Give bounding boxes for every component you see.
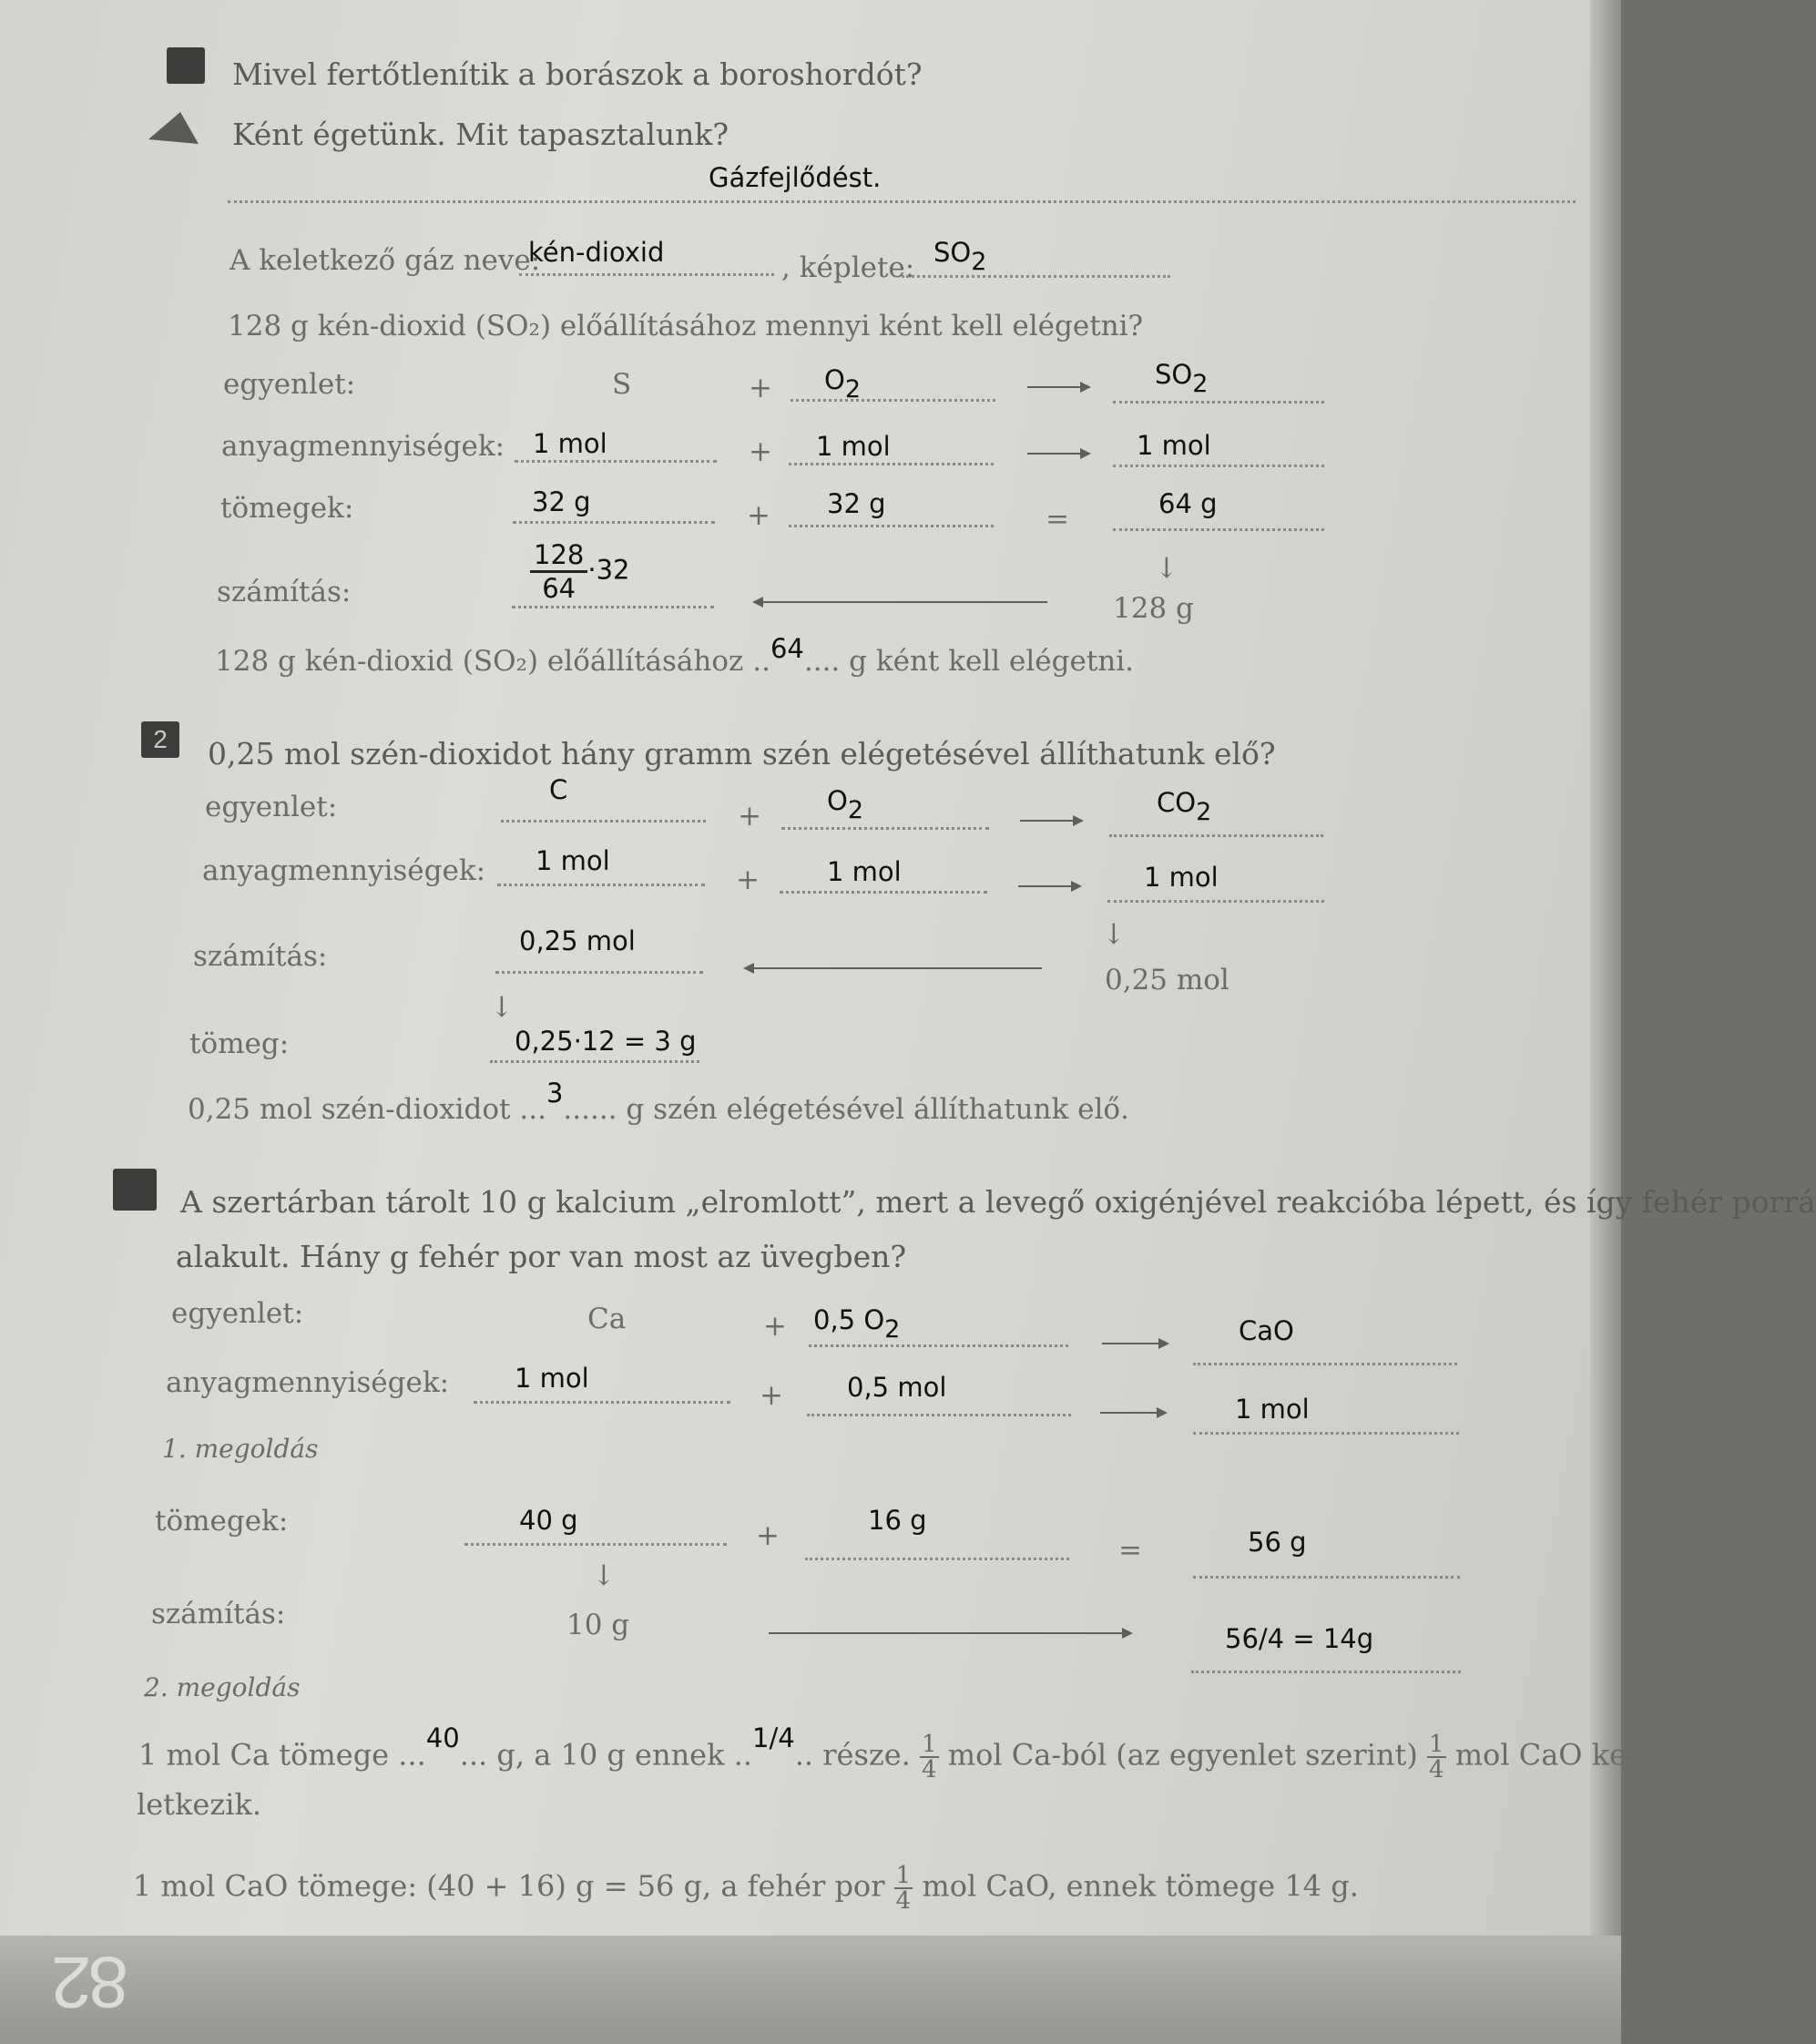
- eq-o2-sub: 2: [847, 796, 864, 824]
- line1-answer-2: 1/4: [752, 1722, 795, 1753]
- eq-reactant-s: S: [612, 368, 632, 401]
- mol-o2: 1 mol: [827, 856, 902, 887]
- solution-2-line-2: [133, 1864, 1359, 1913]
- equals-sign: =: [1118, 1534, 1142, 1567]
- exercise-1-conclusion: 128 g kén-dioxid (SO₂) előállításához ..64.... g ként kell elégetni.: [215, 633, 1135, 678]
- conclusion-pre: 0,25 mol szén-dioxidot: [188, 1093, 511, 1126]
- mol-c: 1 mol: [536, 845, 610, 876]
- formula-label: , képlete:: [781, 251, 915, 284]
- answer-line: [789, 463, 994, 465]
- page-number: 82: [55, 1942, 128, 2023]
- observation-answer: Gázfejlődést.: [709, 162, 882, 193]
- conclusion-pre: 128 g kén-dioxid (SO₂) előállításához: [215, 645, 744, 678]
- answer-line: [1113, 401, 1324, 404]
- answer-line: [1193, 1363, 1457, 1365]
- answer-line: [1109, 834, 1323, 837]
- exercise-3-badge: [113, 1169, 157, 1211]
- line1-text-c: része.: [822, 1737, 911, 1773]
- answer-line: [512, 606, 714, 608]
- formula-label-text: képlete:: [799, 251, 915, 284]
- equation-label: egyenlet:: [205, 791, 338, 823]
- down-arrow: ↓: [490, 991, 514, 1024]
- exercise-3-question-line1: A szertárban tárolt 10 g kalcium „elromlott”, mert a levegő oxigénjével reakcióba lépett, és így fehér porrá: [180, 1184, 1816, 1220]
- reaction-arrow: [1102, 1343, 1168, 1344]
- reaction-arrow: [1100, 1412, 1166, 1414]
- formula-subscript: 2: [971, 248, 987, 276]
- answer-line: [228, 200, 1576, 203]
- answer-line: [497, 884, 705, 886]
- calc-given: 10 g: [566, 1609, 630, 1641]
- conclusion-answer: 64: [770, 633, 804, 664]
- answer-line: [789, 525, 994, 527]
- calculation-label: számítás:: [193, 940, 328, 973]
- mass-o2: 32 g: [827, 488, 886, 519]
- mol-so2: 1 mol: [1137, 430, 1211, 461]
- eq-product-so2: [1155, 359, 1208, 398]
- mass-answer: 0,25·12 = 3 g: [515, 1026, 697, 1057]
- answer-line: [495, 971, 703, 974]
- line1-text-b: g, a 10 g ennek: [496, 1737, 725, 1773]
- down-arrow: ↓: [592, 1559, 616, 1592]
- line2-text-a: 1 mol CaO tömege: (40 + 16) g = 56 g, a fehér por: [133, 1868, 885, 1904]
- calculation-label: számítás:: [217, 576, 352, 608]
- exercise-1-instruction: Ként égetünk. Mit tapasztalunk?: [232, 117, 729, 152]
- mol-ca: 1 mol: [515, 1363, 589, 1394]
- mol-o2: 0,5 mol: [847, 1372, 947, 1403]
- mass-label: tömeg:: [189, 1027, 290, 1060]
- fraction-quarter: [1427, 1732, 1446, 1782]
- eq-reactant-ca: Ca: [587, 1303, 627, 1335]
- gas-name-answer: kén-dioxid: [528, 237, 665, 268]
- answer-line: [519, 273, 774, 276]
- mass-label: tömegek:: [220, 492, 354, 525]
- mass-ca: 40 g: [519, 1505, 578, 1536]
- answer-line: [791, 399, 995, 402]
- equation-label: egyenlet:: [223, 368, 356, 401]
- frac-den: 4: [922, 1756, 937, 1783]
- eq-o2-sub: 2: [844, 375, 862, 404]
- line1-text-e: mol CaO ke-: [1454, 1737, 1637, 1773]
- frac-num: 1: [1428, 1731, 1444, 1758]
- calc-multiplier: ·32: [587, 554, 630, 586]
- calc-fraction: [530, 539, 587, 604]
- eq-product-cao: CaO: [1239, 1315, 1294, 1346]
- reaction-arrow: [1018, 885, 1080, 887]
- answer-line: [1113, 465, 1324, 467]
- mass-o2: 16 g: [868, 1505, 927, 1536]
- eq-o2-main: 0,5 O: [813, 1304, 885, 1335]
- calculation-arrow: [769, 1632, 1131, 1634]
- exercise-3-question-line2: alakult. Hány g fehér por van most az üvegben?: [176, 1239, 907, 1274]
- calc-denominator: 64: [542, 573, 576, 604]
- mol-cao: 1 mol: [1235, 1394, 1310, 1425]
- answer-line: [490, 1060, 699, 1063]
- eq-co2-sub: 2: [1196, 798, 1212, 826]
- eq-o2-sub: 2: [884, 1315, 901, 1344]
- answer-line: [464, 1543, 727, 1546]
- eq-co2-main: CO: [1157, 787, 1197, 818]
- answer-line: [805, 1558, 1069, 1560]
- solution-1-heading: 1. megoldás: [162, 1434, 319, 1464]
- calc-numerator: 128: [530, 539, 587, 573]
- answer-line: [807, 1414, 1071, 1416]
- exercise-1-badge: [167, 47, 205, 84]
- answer-line: [515, 460, 717, 463]
- formula-main: SO: [934, 237, 972, 268]
- conclusion-post: g ként kell elégetni.: [849, 645, 1135, 678]
- plus-sign: +: [749, 435, 772, 468]
- eq-so2-main: SO: [1155, 359, 1193, 390]
- experiment-icon: [144, 107, 208, 153]
- line2-text-b: mol CaO, ennek tömege 14 g.: [922, 1868, 1359, 1904]
- mol-co2: 1 mol: [1144, 862, 1219, 893]
- eq-reactant-o2: [824, 364, 861, 404]
- mass-cao: 56 g: [1248, 1527, 1307, 1558]
- conclusion-answer: 3: [546, 1078, 564, 1109]
- reaction-arrow: [1027, 453, 1089, 455]
- reaction-arrow: [1027, 386, 1089, 388]
- eq-so2-sub: 2: [1192, 370, 1209, 398]
- plus-sign: +: [747, 499, 770, 532]
- calc-answer: 56/4 = 14g: [1225, 1623, 1374, 1654]
- mol-o2: 1 mol: [816, 431, 891, 462]
- answer-line: [781, 827, 989, 830]
- amount-label: anyagmennyiségek:: [202, 854, 486, 887]
- exercise-1-question: Mivel fertőtlenítik a borászok a boroshordót?: [232, 56, 923, 92]
- mass-s: 32 g: [532, 486, 591, 517]
- frac-num: 1: [922, 1731, 937, 1758]
- frac-den: 4: [1428, 1756, 1444, 1783]
- eq-reactant-o2: [827, 785, 863, 824]
- plus-sign: +: [736, 864, 760, 896]
- answer-line: [1107, 900, 1324, 903]
- down-arrow: ↓: [1102, 918, 1126, 951]
- solution-2-line-1: 1 mol Ca tömege ...40... g, a 10 g ennek ..1/4.. része. $\frac{1}{4}$ mol Ca-ból (az egyenlet szerint) $\frac{1}{4}$ mol CaO ke-: [138, 1722, 1637, 1783]
- answer-line: [1193, 1576, 1460, 1579]
- amount-label: anyagmennyiségek:: [166, 1366, 450, 1399]
- calculation-arrow: [745, 967, 1042, 969]
- eq-reactant-c: C: [549, 774, 568, 805]
- eq-o2-main: O: [824, 364, 845, 395]
- amount-label: anyagmennyiségek:: [221, 430, 505, 463]
- answer-line: [474, 1401, 730, 1404]
- calculation-label: számítás:: [151, 1598, 286, 1630]
- calc-given: 0,25 mol: [1105, 964, 1229, 996]
- calculation-arrow: [754, 601, 1047, 603]
- calc-given: 128 g: [1113, 592, 1194, 625]
- formula-answer: [934, 237, 986, 276]
- eq-o2-main: O: [827, 785, 848, 816]
- solution-2-heading: 2. megoldás: [144, 1672, 301, 1702]
- fraction-quarter: [920, 1732, 939, 1782]
- eq-product-co2: [1157, 787, 1211, 826]
- line1-text-a: 1 mol Ca tömege: [138, 1737, 390, 1773]
- plus-sign: +: [760, 1379, 783, 1412]
- answer-line: [1113, 528, 1324, 531]
- answer-line: [1193, 1432, 1459, 1435]
- fraction-quarter: [894, 1864, 913, 1913]
- equals-sign: =: [1046, 503, 1069, 536]
- plus-sign: +: [749, 372, 772, 404]
- page-footer-band: [0, 1936, 1621, 2044]
- answer-line: [513, 521, 715, 524]
- eq-reactant-o2: [813, 1304, 900, 1344]
- conclusion-post: g szén elégetésével állíthatunk elő.: [626, 1093, 1129, 1126]
- answer-line: [809, 1344, 1068, 1347]
- answer-line: [780, 891, 987, 894]
- equation-label: egyenlet:: [171, 1297, 304, 1330]
- answer-line: [1191, 1671, 1461, 1673]
- exercise-1-problem: 128 g kén-dioxid (SO₂) előállításához mennyi ként kell elégetni?: [228, 310, 1144, 342]
- down-arrow: ↓: [1155, 552, 1178, 585]
- mol-s: 1 mol: [533, 428, 607, 459]
- gas-name-label: A keletkező gáz neve:: [230, 244, 541, 277]
- answer-line: [501, 820, 706, 823]
- plus-sign: +: [756, 1519, 780, 1552]
- frac-num: 1: [895, 1862, 912, 1889]
- mass-label: tömegek:: [155, 1505, 289, 1538]
- reaction-arrow: [1020, 820, 1082, 822]
- line1-text-d: mol Ca-ból (az egyenlet szerint): [947, 1737, 1418, 1773]
- plus-sign: +: [763, 1310, 787, 1343]
- mass-so2: 64 g: [1158, 488, 1218, 519]
- exercise-2-conclusion: 0,25 mol szén-dioxidot ...3...... g szén elégetésével állíthatunk elő.: [188, 1078, 1129, 1126]
- solution-2-line-1-cont: letkezik.: [137, 1787, 262, 1822]
- exercise-2-question: 0,25 mol szén-dioxidot hány gramm szén elégetésével állíthatunk elő?: [208, 736, 1276, 772]
- calc-answer: 0,25 mol: [519, 925, 636, 956]
- exercise-2-badge: 2: [141, 721, 179, 758]
- line1-answer-1: 40: [425, 1722, 460, 1753]
- calc-expression: [530, 539, 629, 604]
- frac-den: 4: [895, 1887, 912, 1915]
- plus-sign: +: [738, 800, 761, 833]
